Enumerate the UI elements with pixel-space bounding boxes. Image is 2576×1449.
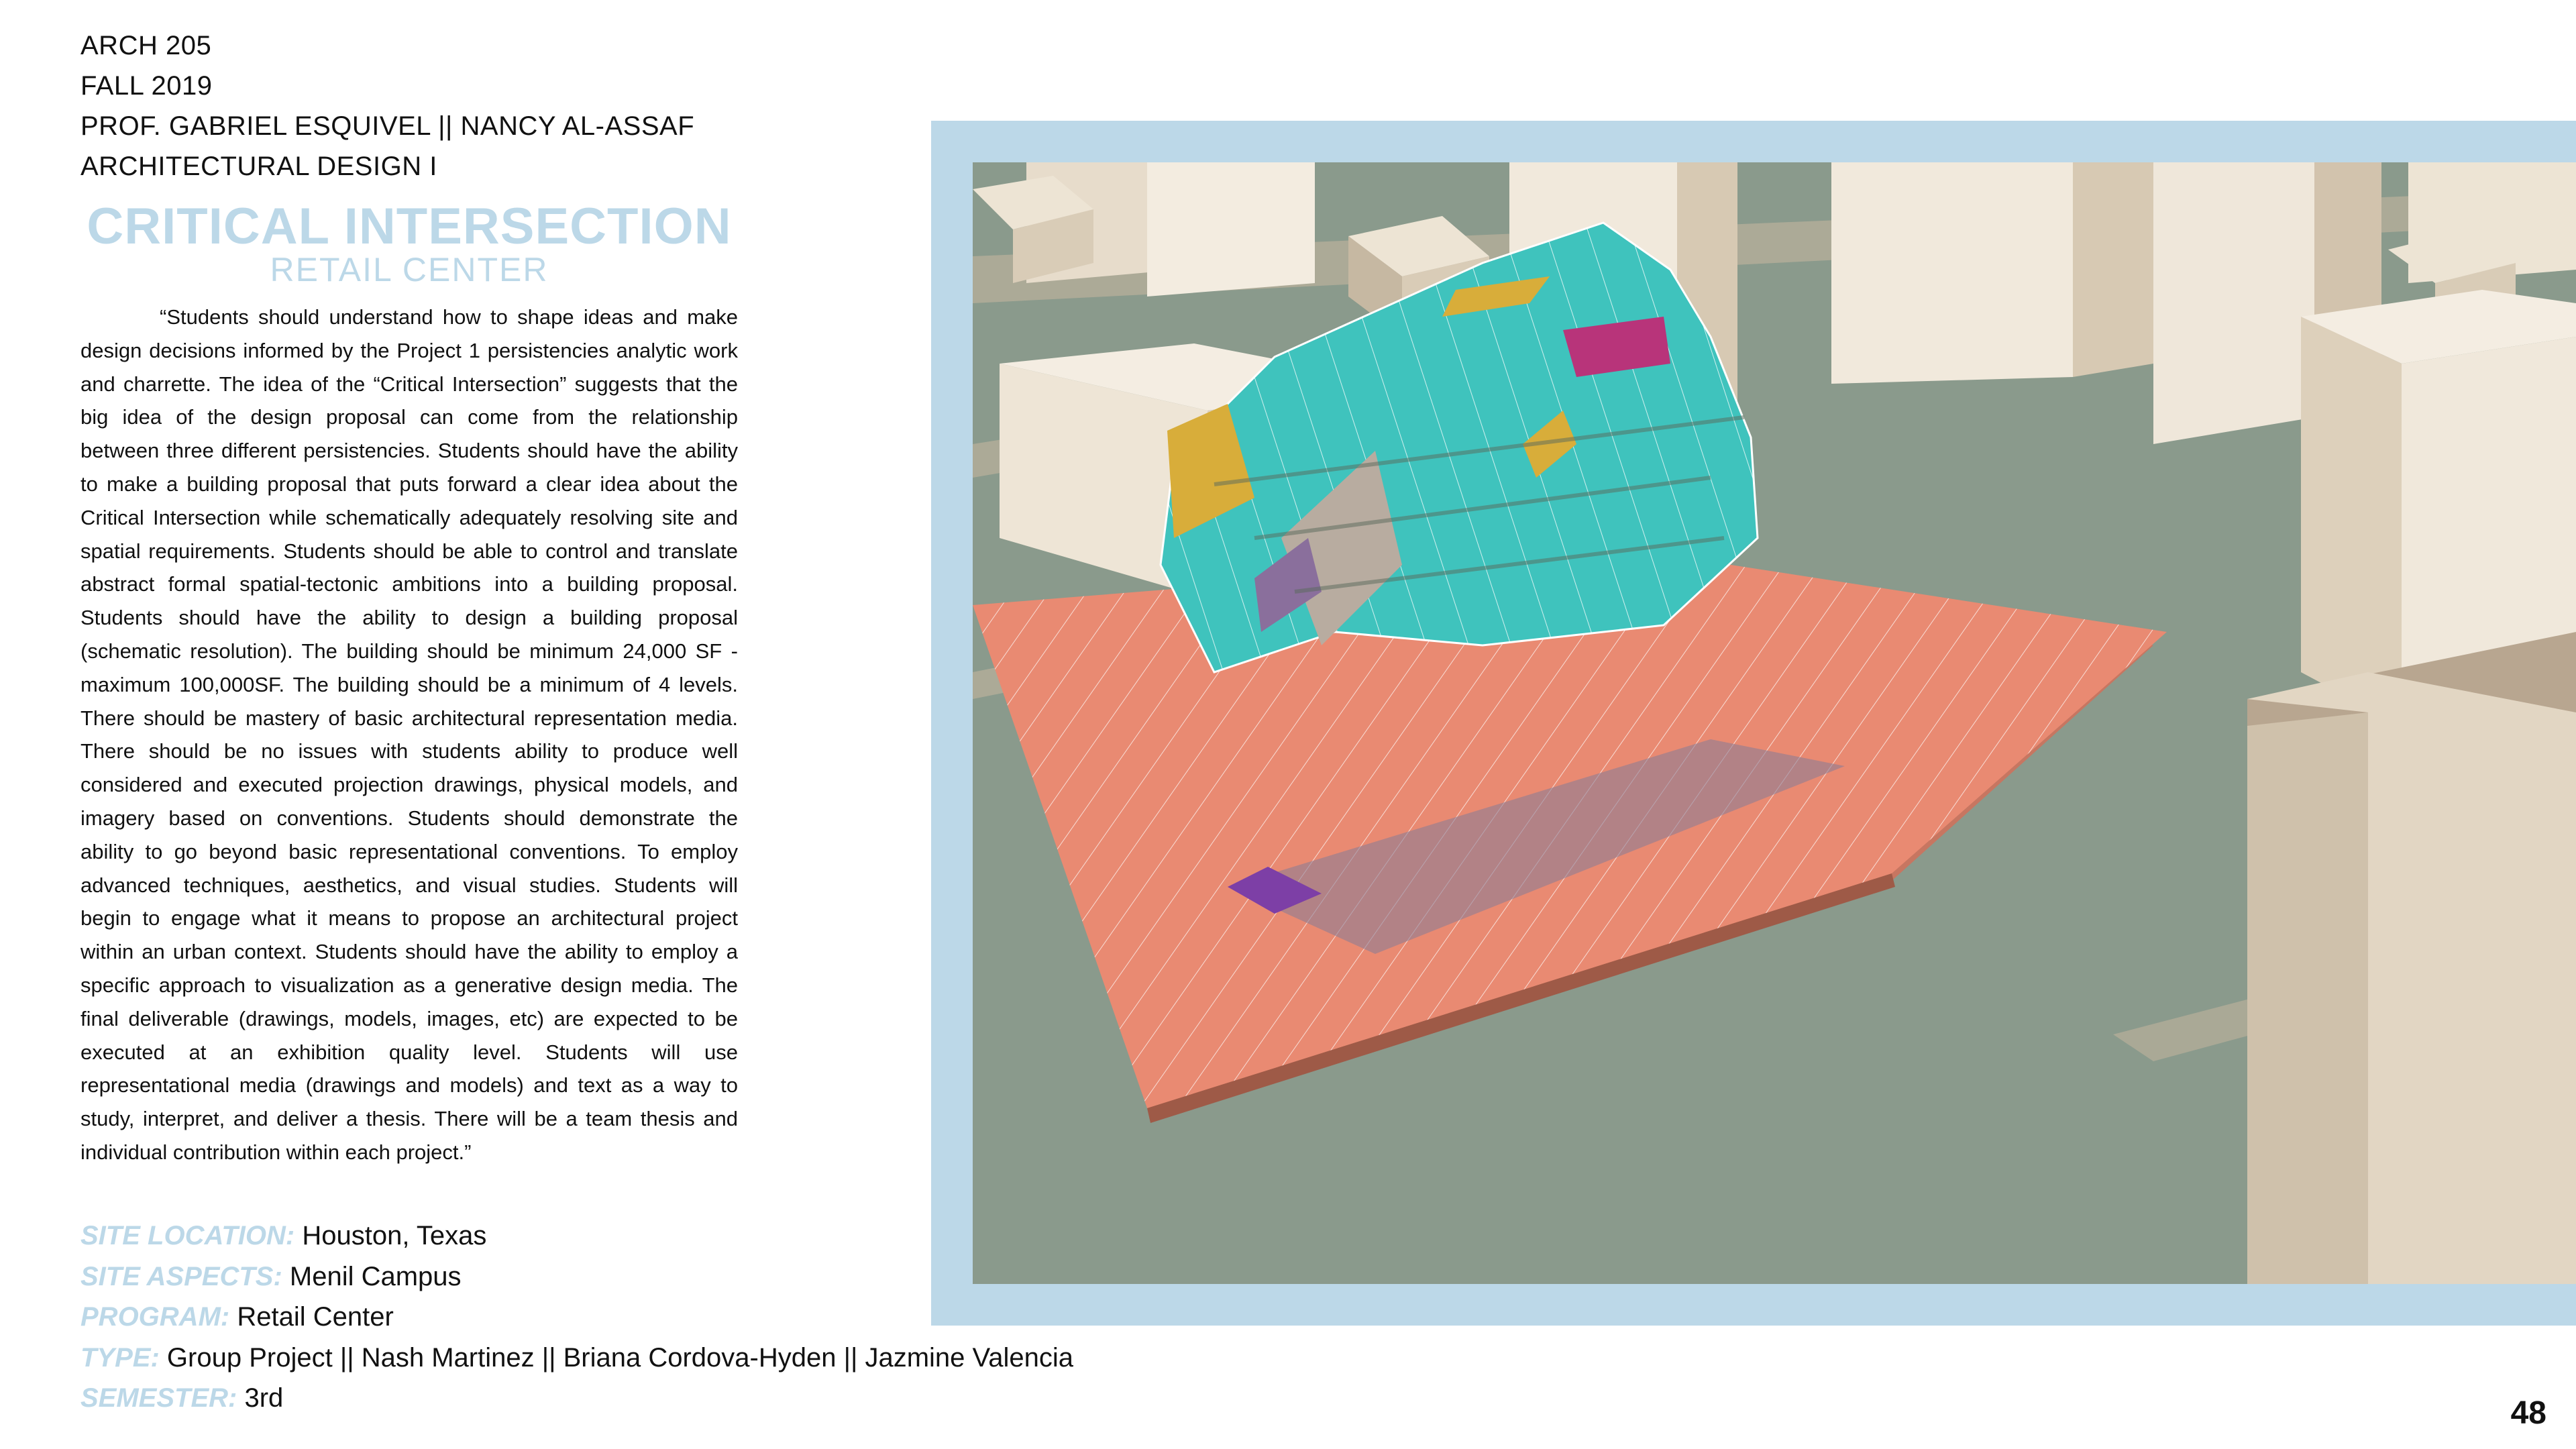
course-code: ARCH 205: [80, 31, 212, 60]
course-professors: PROF. GABRIEL ESQUIVEL || NANCY AL-ASSAF: [80, 111, 695, 141]
meta-label: TYPE:: [80, 1342, 160, 1373]
meta-value: Retail Center: [237, 1302, 394, 1332]
page-number: 48: [2510, 1395, 2546, 1431]
project-meta: [80, 1216, 1073, 1419]
project-description: [80, 301, 738, 1169]
course-term: FALL 2019: [80, 71, 213, 101]
meta-label: SITE ASPECTS:: [80, 1261, 282, 1291]
meta-semester: [80, 1378, 1073, 1419]
project-subtitle: RETAIL CENTER: [270, 251, 549, 288]
meta-program: [80, 1297, 1073, 1338]
render-illustration: [973, 162, 2576, 1284]
project-description-text: “Students should understand how to shape ideas and make design decisions informed by the Project 1 persistencies analytic work and charrette. The idea of the “Critical Intersection” suggests that the big idea of the design proposal can come from the relationship between three different persistencies. Students should have the ability to make a building proposal that puts forward a clear idea about the Critical Intersection while schematically adequately resolving site and spatial requirements. Students should be able to control and translate abstract formal spatial-tectonic ambitions into a building proposal. Students should have the ability to design a building proposal (schematic resolution). The building should be minimum 24,000 SF - maximum 100,000SF. The building should be a minimum of 4 levels. There should be mastery of basic architectural representation media. There should be no issues with students ability to produce well considered and executed projection drawings, physical models, and imagery based on conventions. Students should demonstrate the ability to go beyond basic representational conventions. To employ advanced techniques, aesthetics, and visual studies. Students will begin to engage what it means to propose an architectural project within an urban context. Students should have the ability to employ a specific approach to visualization as a generative design media. The final deliverable (drawings, models, images, etc) are expected to be executed at an exhibition quality level. Students will use representational media (drawings and models) and text as a way to study, interpret, and deliver a thesis. There will be a team thesis and individual contribution within each project.”: [80, 305, 738, 1164]
course-header: [80, 25, 694, 186]
project-render-image: [973, 162, 2576, 1284]
meta-type: [80, 1338, 1073, 1379]
meta-label: PROGRAM:: [80, 1302, 230, 1332]
meta-site-aspects: [80, 1256, 1073, 1297]
meta-site-location: [80, 1216, 1073, 1256]
meta-value: 3rd: [244, 1383, 284, 1413]
meta-value: Menil Campus: [289, 1261, 462, 1291]
course-name: ARCHITECTURAL DESIGN I: [80, 152, 437, 181]
meta-value: Group Project || Nash Martinez || Briana Cordova-Hyden || Jazmine Valencia: [166, 1342, 1073, 1373]
meta-label: SEMESTER:: [80, 1383, 237, 1413]
meta-label: SITE LOCATION:: [80, 1221, 295, 1250]
project-title: CRITICAL INTERSECTION: [87, 198, 732, 255]
meta-value: Houston, Texas: [302, 1221, 487, 1250]
project-title-block: [80, 199, 738, 287]
